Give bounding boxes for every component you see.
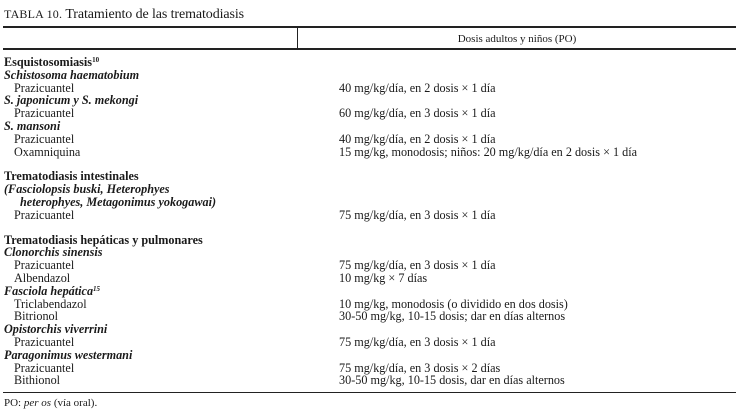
row-label: Bitrionol	[14, 309, 59, 324]
row-dose: 10 mg/kg × 7 días	[339, 270, 428, 285]
row-dose: 30-50 mg/kg, 10-15 dosis; dar en días alternos	[339, 309, 566, 324]
table-row	[4, 310, 736, 323]
header-bottom-rule	[3, 48, 736, 50]
table-title-text: Tratamiento de las trematodiasis	[65, 7, 244, 22]
row-label: S. mansoni	[4, 118, 61, 133]
row-dose: 30-50 mg/kg, 10-15 dosis, dar en días alternos	[339, 373, 565, 388]
table-row	[4, 374, 736, 387]
row-label: Triclabendazol	[14, 296, 87, 311]
table-row	[4, 209, 736, 222]
table-row	[4, 56, 736, 69]
table-row	[4, 196, 736, 209]
row-label: heterophyes, Metagonimus yokogawai)	[20, 194, 217, 209]
row-label: Clonorchis sinensis	[4, 245, 103, 260]
table-row	[4, 107, 736, 120]
row-label: Prazicuantel	[14, 106, 75, 121]
row-dose: 75 mg/kg/día, en 3 dosis × 1 día	[339, 207, 496, 222]
row-label: (Fasciolopsis buski, Heterophyes	[4, 182, 170, 197]
row-label: Bithionol	[14, 373, 61, 388]
row-dose: 15 mg/kg, monodosis; niños: 20 mg/kg/día en 2 dosis × 1 día	[339, 144, 638, 159]
footnote	[4, 396, 97, 410]
row-label: Fasciola hepática$^{15}$	[4, 283, 101, 298]
row-label: Prazicuantel	[14, 80, 75, 95]
row-label: Prazicuantel	[14, 207, 75, 222]
row-dose: 40 mg/kg/día, en 2 dosis × 1 día	[339, 131, 496, 146]
row-label: Schistosoma haematobium	[4, 67, 140, 82]
row-label: Prazicuantel	[14, 131, 75, 146]
bottom-rule	[3, 392, 736, 393]
row-dose: 10 mg/kg, monodosis (o dividido en dos dosis)	[339, 296, 568, 311]
row-label: Trematodiasis hepáticas y pulmonares	[4, 232, 203, 247]
reference-superscript: 10	[92, 56, 100, 64]
header-dose-column: Dosis adultos y niños (PO)	[457, 33, 577, 45]
footnote-prefix: PO:	[4, 397, 22, 409]
table-row	[4, 222, 736, 234]
row-dose: 75 mg/kg/día, en 3 dosis × 1 día	[339, 334, 496, 349]
row-label: Opistorchis viverrini	[4, 322, 108, 337]
table-row	[4, 234, 736, 247]
row-label: Oxamniquina	[14, 144, 81, 159]
table-row	[4, 120, 736, 133]
footnote-italic: per os	[23, 397, 52, 409]
table-row	[4, 285, 736, 298]
row-label: S. japonicum y S. mekongi	[4, 93, 139, 108]
row-label: Prazicuantel	[14, 360, 75, 375]
row-dose: 40 mg/kg/día, en 2 dosis × 1 día	[339, 80, 496, 95]
reference-superscript: 15	[93, 284, 101, 293]
table-row	[4, 146, 736, 159]
table-row	[4, 69, 736, 82]
row-dose: 75 mg/kg/día, en 3 dosis × 2 días	[339, 360, 501, 375]
table-body	[4, 56, 736, 387]
row-dose: 60 mg/kg/día, en 3 dosis × 1 día	[339, 106, 496, 121]
row-label: Prazicuantel	[14, 258, 75, 273]
top-rule	[3, 26, 736, 28]
footnote-suffix: (vía oral).	[53, 397, 98, 409]
row-label: Albendazol	[14, 270, 71, 285]
row-label: Esquistosomiasis$^{10}$	[4, 55, 100, 69]
table-row	[4, 272, 736, 285]
table-title	[4, 6, 244, 23]
table-row	[4, 349, 736, 362]
row-label: Paragonimus westermani	[4, 347, 133, 362]
row-dose: 75 mg/kg/día, en 3 dosis × 1 día	[339, 258, 496, 273]
table-number: TABLA 10.	[4, 7, 63, 21]
table-row	[4, 336, 736, 349]
row-label: Trematodiasis intestinales	[4, 169, 139, 184]
row-label: Prazicuantel	[14, 334, 75, 349]
table-row	[4, 133, 736, 146]
